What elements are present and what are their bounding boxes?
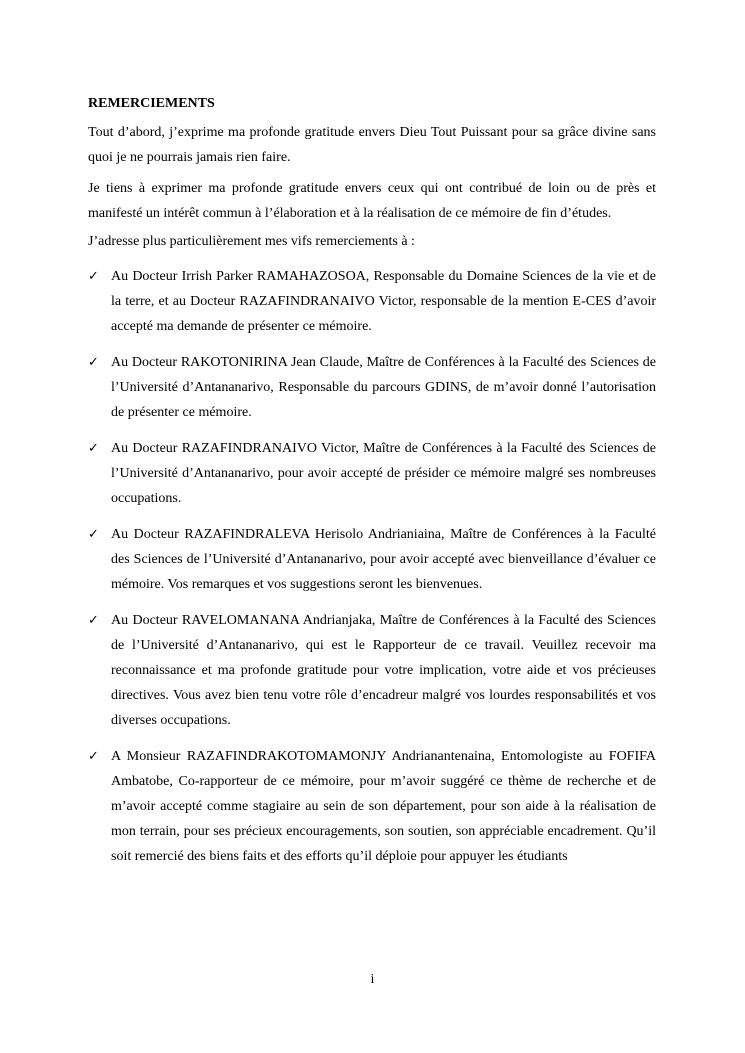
- list-item-text: Au Docteur Irrish Parker RAMAHAZOSOA, Responsable du Domaine Sciences de la vie et de la terre, et au Docteur RAZAFINDRANAIVO Victor, responsable de la mention E-CES d’avoir accepté ma demande de présenter ce mémoire.: [111, 269, 656, 334]
- checkmark-icon: ✓: [88, 355, 99, 370]
- checkmark-icon: ✓: [88, 613, 99, 628]
- list-item-text: Au Docteur RAZAFINDRALEVA Herisolo Andrianiaina, Maître de Conférences à la Faculté des Sciences de l’Université d’Antananarivo, pour avoir accepté avec bienveillance d’évaluer ce mémoire. Vos remarques et vos suggestions seront les bienvenues.: [111, 527, 656, 592]
- acknowledgement-list: [88, 264, 656, 869]
- list-item-text: Au Docteur RAZAFINDRANAIVO Victor, Maître de Conférences à la Faculté des Sciences de l’Université d’Antananarivo, pour avoir accepté de présider ce mémoire malgré ses nombreuses occupations.: [111, 441, 656, 506]
- section-heading: REMERCIEMENTS: [88, 96, 215, 111]
- checkmark-icon: ✓: [88, 527, 99, 542]
- paragraph-gratitude: Je tiens à exprimer ma profonde gratitude envers ceux qui ont contribué de loin ou de près et manifesté un intérêt commun à l’élaboration et à la réalisation de ce mémoire de fin d’études.: [88, 181, 656, 221]
- list-item-text: Au Docteur RAKOTONIRINA Jean Claude, Maître de Conférences à la Faculté des Sciences de l’Université d’Antananarivo, Responsable du parcours GDINS, de m’avoir donné l’autorisation de présenter ce mémoire.: [111, 355, 656, 420]
- paragraph-list-intro: J’adresse plus particulièrement mes vifs remerciements à :: [88, 234, 415, 249]
- list-item: [88, 522, 656, 597]
- list-item: [88, 608, 656, 733]
- list-item-text: Au Docteur RAVELOMANANA Andrianjaka, Maître de Conférences à la Faculté des Sciences de l’Université d’Antananarivo, qui est le Rapporteur de ce travail. Veuillez recevoir ma reconnaissance et ma profonde gratitude pour votre implication, votre aide et vos précieuses directives. Vous avez bien tenu votre rôle d’encadreur malgré vos lourdes responsabilités et vos diverses occupations.: [111, 613, 656, 728]
- paragraph-intro: Tout d’abord, j’exprime ma profonde gratitude envers Dieu Tout Puissant pour sa grâce divine sans quoi je ne pourrais jamais rien faire.: [88, 125, 656, 165]
- list-item-text: A Monsieur RAZAFINDRAKOTOMAMONJY Andrianantenaina, Entomologiste au FOFIFA Ambatobe, Co-rapporteur de ce mémoire, pour m’avoir suggéré ce thème de recherche et de m’avoir accepté comme stagiaire au sein de son département, pour son aide à la réalisation de mon terrain, pour ses précieux encouragements, son soutien, son appréciable encadrement. Qu’il soit remercié des biens faits et des efforts qu’il déploie pour appuyer les étudiants: [111, 749, 656, 864]
- page-number: i: [370, 972, 375, 987]
- list-item: [88, 744, 656, 869]
- list-item: [88, 350, 656, 425]
- checkmark-icon: ✓: [88, 269, 99, 284]
- document-page: [88, 94, 656, 880]
- checkmark-icon: ✓: [88, 749, 99, 764]
- list-item: [88, 264, 656, 339]
- list-item: [88, 436, 656, 511]
- checkmark-icon: ✓: [88, 441, 99, 456]
